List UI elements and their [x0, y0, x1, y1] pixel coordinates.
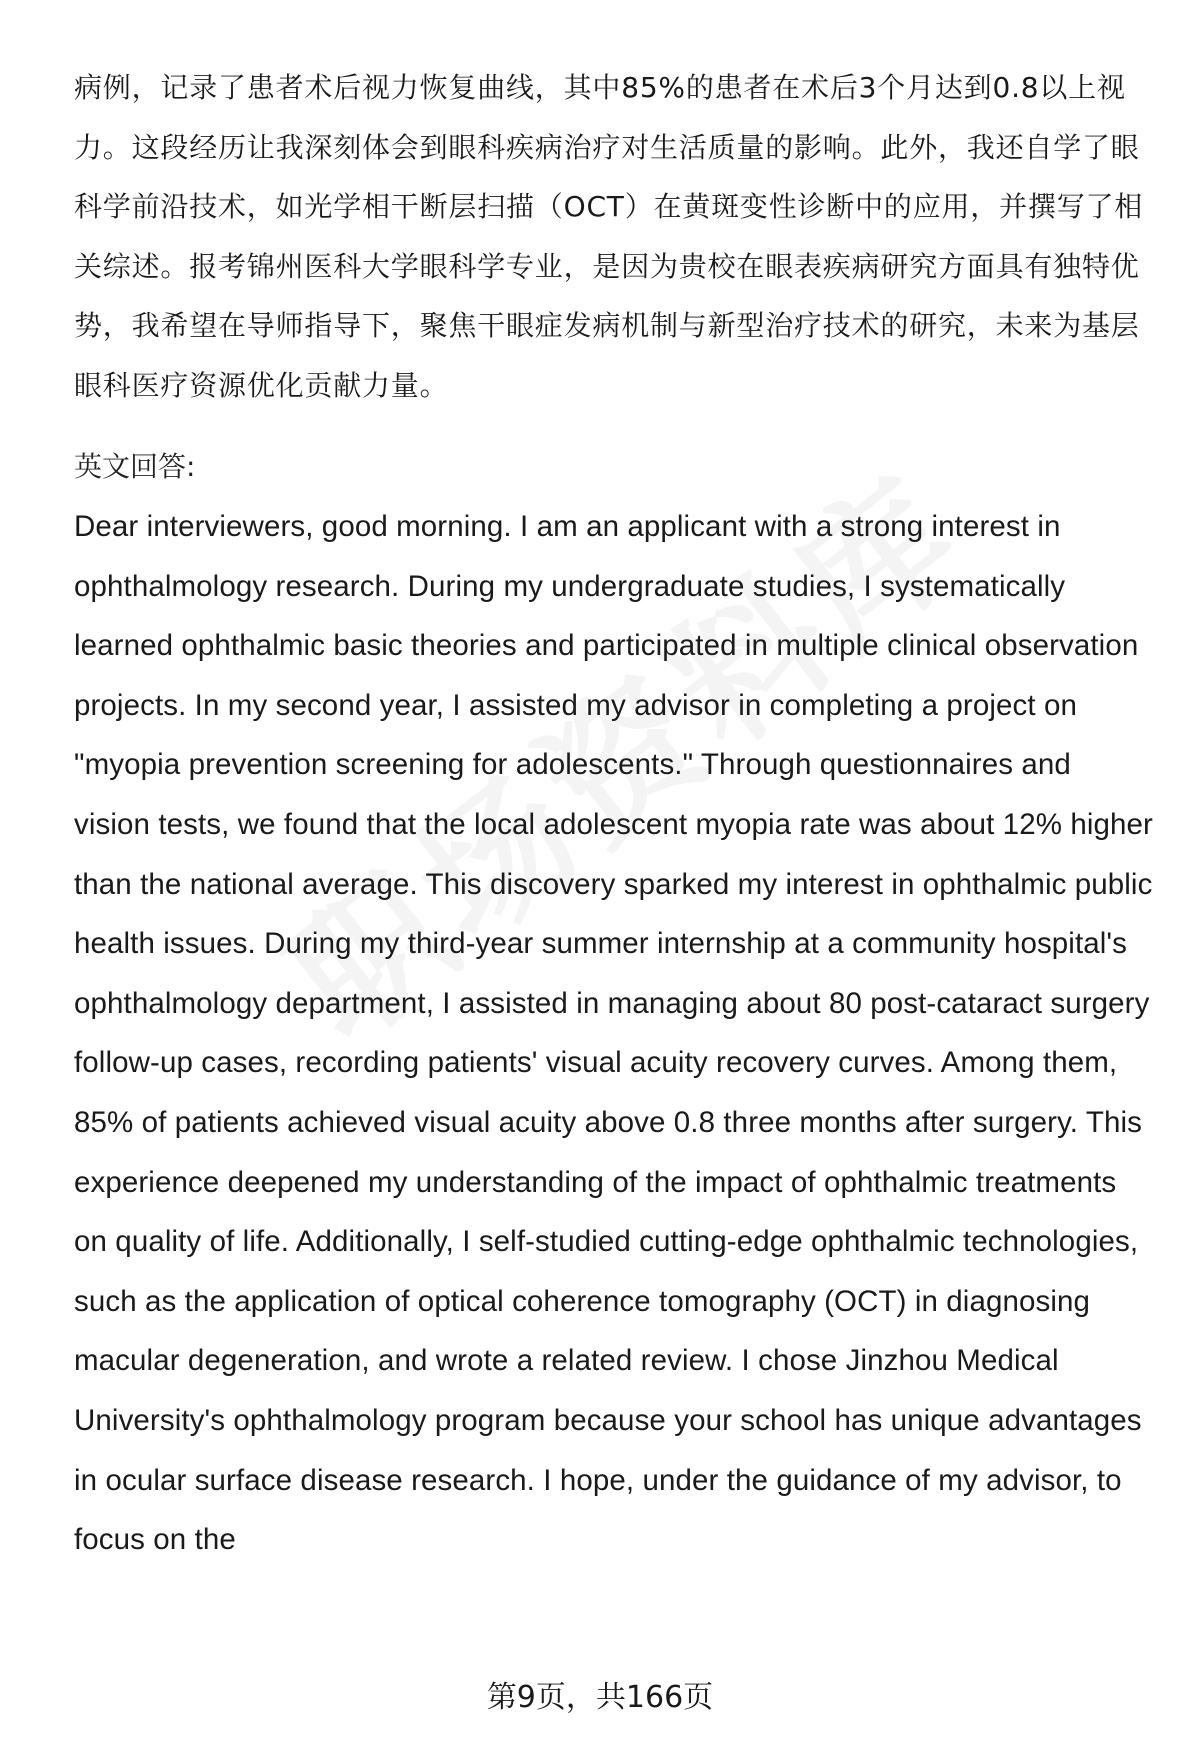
page-number-footer: 第9页，共166页	[486, 1680, 714, 1715]
english-answer-label: 英文回答:	[74, 450, 196, 483]
english-answer-paragraph: Dear interviewers, good morning. I am an applicant with a strong interest in ophthalmology research. During my undergraduate studies, I systematically learned ophthalmic basic theories and participated in multiple clinical observation projects. In my second year, I assisted my advisor in completing a project on "myopia prevention screening for adolescents." Through questionnaires and vision tests, we found that the local adolescent myopia rate was about 12% higher than the national average. This discovery sparked my interest in ophthalmic public health issues. During my third-year summer internship at a community hospital's ophthalmology department, I assisted in managing about 80 post-cataract surgery follow-up cases, recording patients' visual acuity recovery curves. Among them, 85% of patients achieved visual acuity above 0.8 three months after surgery. This experience deepened my understanding of the impact of ophthalmic treatments on quality of life. Additionally, I self-studied cutting-edge ophthalmic technologies, such as the application of optical coherence tomography (OCT) in diagnosing macular degeneration, and wrote a related review. I chose Jinzhou Medical University's ophthalmology program because your school has unique advantages in ocular surface disease research. I hope, under the guidance of my advisor, to focus on the	[74, 510, 1153, 1557]
page-content	[74, 58, 1154, 1570]
chinese-answer-paragraph: 病例，记录了患者术后视力恢复曲线，其中85%的患者在术后3个月达到0.8以上视力。这段经历让我深刻体会到眼科疾病治疗对生活质量的影响。此外，我还自学了眼科学前沿技术，如光学相干断层扫描（OCT）在黄斑变性诊断中的应用，并撰写了相关综述。报考锦州医科大学眼科学专业，是因为贵校在眼表疾病研究方面具有独特优势，我希望在导师指导下，聚焦干眼症发病机制与新型治疗技术的研究，未来为基层眼科医疗资源优化贡献力量。	[74, 71, 1144, 402]
